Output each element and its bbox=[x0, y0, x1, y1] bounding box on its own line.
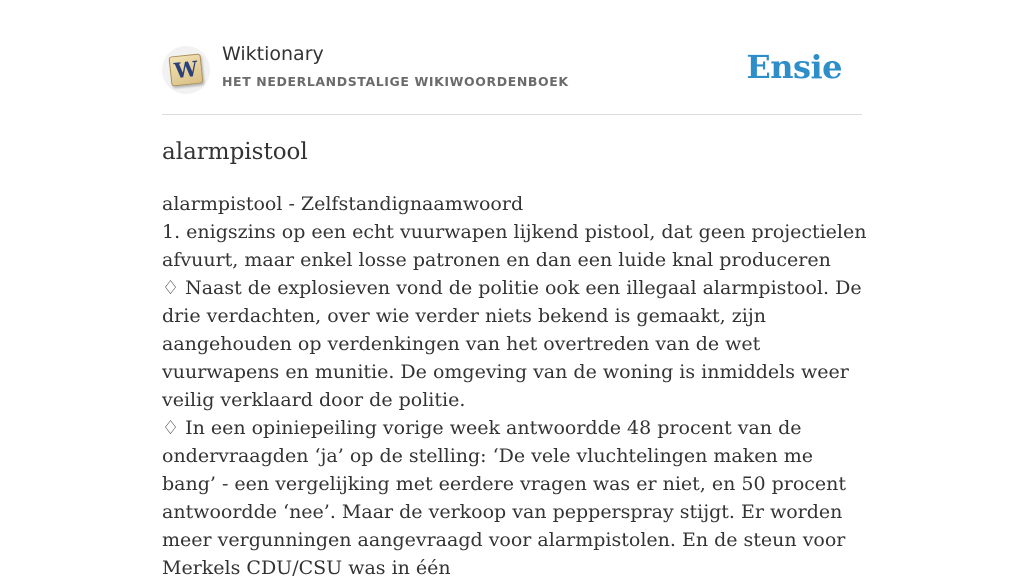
page-container bbox=[162, 0, 867, 579]
entry-example: ♢ Naast de explosieven vond de politie ook een illegaal alarmpistool. De drie verdachten, over wie verder niets bekend is gemaakt, zijn aangehouden op verdenkingen van het overtreden van de wet vuurwapens en munitie. De omgeving van de woning is inmiddels weer veilig verklaard door de politie. bbox=[162, 277, 862, 411]
entry-heading: alarmpistool - Zelfstandignaamwoord bbox=[162, 193, 524, 215]
page-title: alarmpistool bbox=[162, 139, 308, 165]
ensie-brand-logo[interactable]: Ensie bbox=[746, 48, 842, 86]
site-header bbox=[162, 0, 862, 115]
site-tagline: HET NEDERLANDSTALIGE WIKIWOORDENBOEK bbox=[222, 74, 569, 89]
entry-example: ♢ In een opiniepeiling vorige week antwoordde 48 procent van de ondervraagden ‘ja’ op de stelling: ‘De vele vluchtelingen maken me bang’ - een vergelijking met eerdere vragen was er niet, en 50 procent antwoordde ‘nee’. Maar de verkoop van pepperspray stijgt. Er worden meer vergunningen aangevraagd voor alarmpistolen. En de steun voor Merkels CDU/CSU was in één bbox=[162, 417, 847, 579]
site-name[interactable]: Wiktionary bbox=[222, 43, 324, 65]
entry-definition: 1. enigszins op een echt vuurwapen lijkend pistool, dat geen projectielen afvuurt, maar enkel losse patronen en dan een luide knal produceren bbox=[162, 221, 867, 271]
entry-content bbox=[162, 190, 867, 582]
logo-tile-icon: W bbox=[169, 53, 204, 86]
wiktionary-logo[interactable] bbox=[162, 46, 210, 94]
